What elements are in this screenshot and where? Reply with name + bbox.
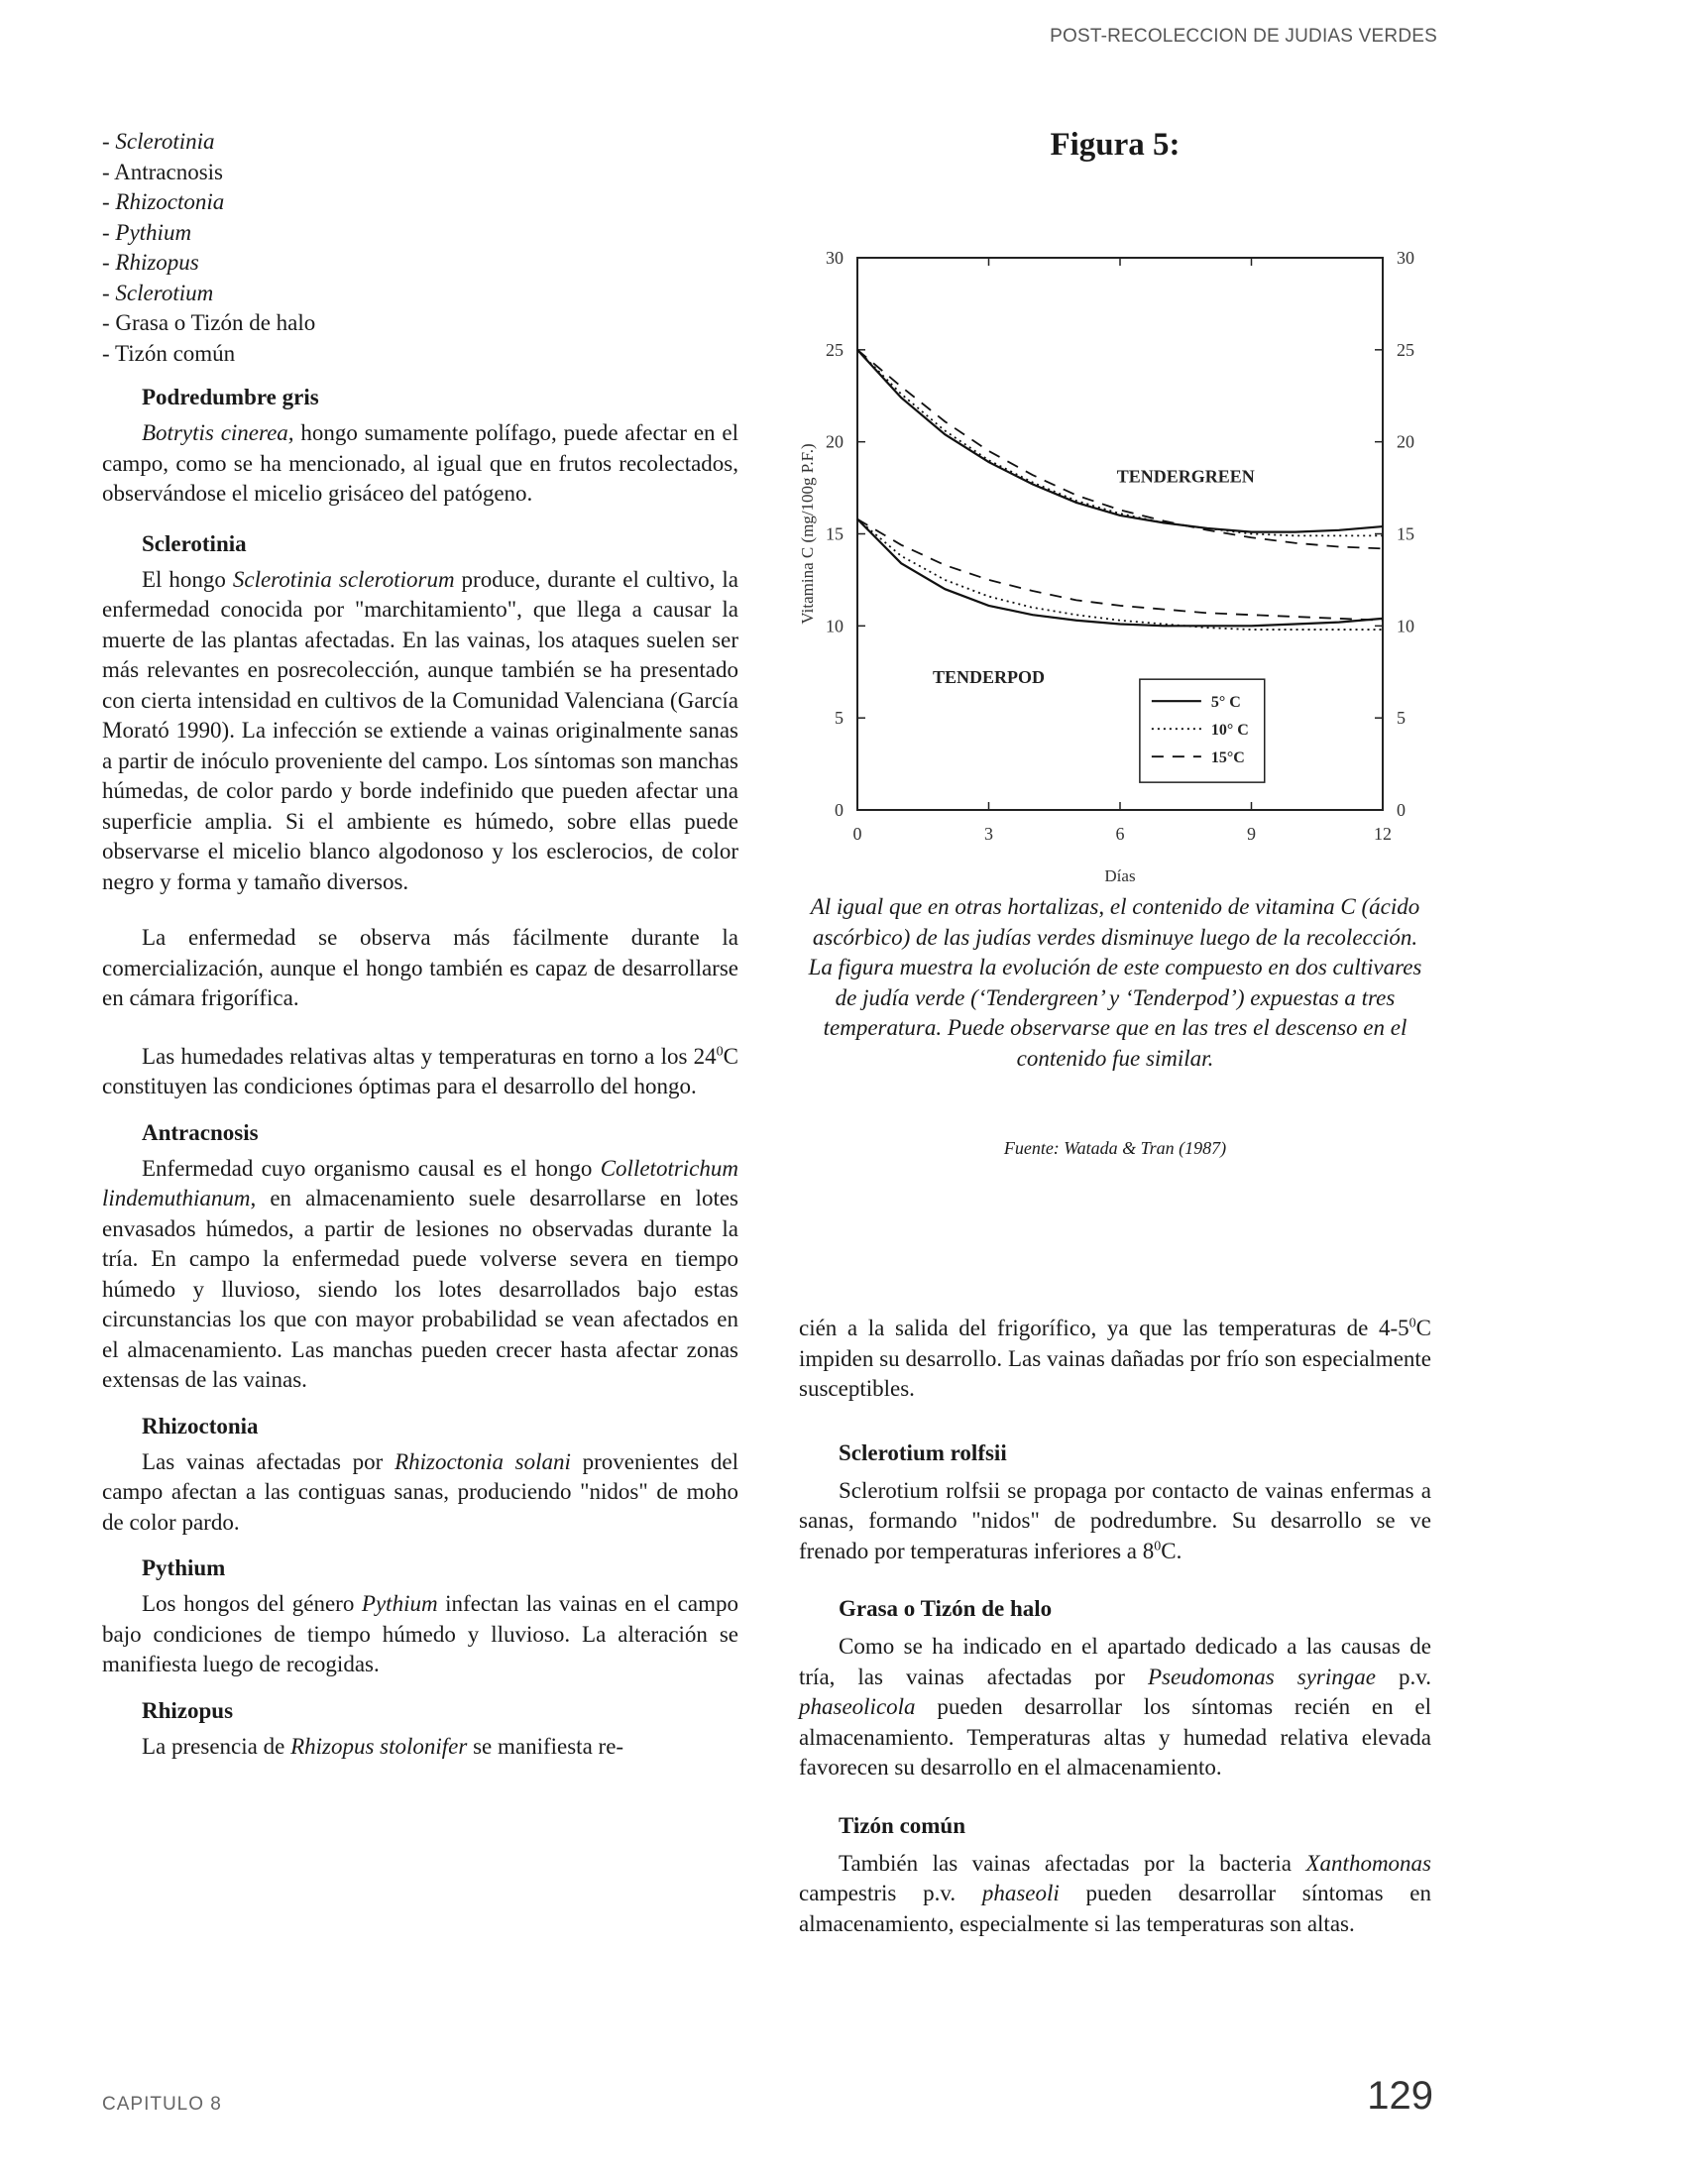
section-title-sclerotium: Sclerotium rolfsii: [839, 1439, 1007, 1465]
grasa-b: p.v.: [1375, 1664, 1431, 1689]
x-tick-label: 3: [984, 824, 993, 844]
tizon-a: También las vainas afectadas por la bacteria: [839, 1850, 1306, 1876]
footer-chapter: CAPITULO 8: [102, 2094, 222, 2115]
sclerotium-a: Sclerotium rolfsii se propaga por contacto de vainas enfermas a sanas, formando "nidos" de podredumbre. Su desarrollo se ve frenado por temperaturas inferiores a 8: [799, 1477, 1431, 1563]
disease-list-item: - Pythium: [102, 219, 192, 245]
y-tick-label-left: 25: [826, 339, 844, 360]
vitamin-c-chart: [783, 238, 1447, 892]
tizon-genus: Xanthomonas: [1305, 1850, 1431, 1876]
section-title-antracnosis: Antracnosis: [142, 1119, 259, 1145]
rhizoctonia-paragraph: [102, 1447, 738, 1539]
chart-labels: [798, 248, 1414, 885]
annotation-tendergreen: TENDERGREEN: [1116, 466, 1255, 487]
figure-caption: Al igual que en otras hortalizas, el contenido de vitamina C (ácido ascórbico) de las judías verdes disminuye luego de la recolección. La figura muestra la evolución de este compuesto en dos cultivares de judía verde (‘Tendergreen’ y ‘Tenderpod’) expuestas a tres temperatura. Puede observarse que en las tres el descenso en el contenido fue similar.: [808, 894, 1422, 1071]
rhizopus-b: se manifiesta re-: [467, 1733, 624, 1759]
right-cont-a: cién a la salida del frigorífico, ya que las temperaturas de 4-5: [799, 1316, 1409, 1340]
disease-list: [102, 127, 738, 369]
right-cont-b: C impiden su desarrollo. Las vainas dañadas por frío son especialmente susceptibles.: [799, 1316, 1431, 1401]
left-column-top: [102, 127, 738, 1762]
y-tick-label-left: 5: [835, 708, 844, 729]
y-tick-label-left: 10: [826, 616, 844, 636]
sclerotinia-paragraph-3: [102, 1042, 738, 1102]
rhizopus-species: Rhizopus stolonifer: [290, 1733, 468, 1759]
pythium-paragraph: [102, 1589, 738, 1680]
sclerotinia-p3-a: Las humedades relativas altas y temperaturas en torno a los 24: [142, 1043, 717, 1069]
plot-area-frame: [857, 258, 1383, 810]
pythium-genus: Pythium: [361, 1591, 438, 1616]
section-title-pythium: Pythium: [142, 1555, 226, 1580]
x-tick-label: 9: [1247, 824, 1256, 844]
y-tick-label-right: 0: [1397, 800, 1406, 820]
rhizoctonia-a: Las vainas afectadas por: [142, 1448, 395, 1474]
page-number: 129: [1367, 2074, 1433, 2118]
rhizoctonia-species: Rhizoctonia solani: [394, 1448, 571, 1474]
antracnosis-paragraph: [102, 1154, 738, 1396]
y-tick-label-right: 10: [1397, 616, 1414, 636]
legend-label: 5° C: [1210, 694, 1241, 712]
rhizopus-a: La presencia de: [142, 1733, 291, 1759]
series-line-0: [857, 350, 1383, 532]
disease-list-item: - Antracnosis: [102, 159, 224, 184]
pythium-b: infectan las vainas en el campo bajo condiciones de tiempo húmedo y lluvioso. La alteración se manifiesta luego de recogidas.: [102, 1591, 738, 1676]
legend-label: 15°C: [1210, 749, 1245, 767]
y-tick-label-right: 30: [1397, 248, 1414, 268]
rhizopus-paragraph: [102, 1732, 738, 1763]
sclerotinia-paragraph-1: [102, 565, 738, 898]
section-title-tizon: Tizón común: [839, 1812, 966, 1838]
pythium-a: Los hongos del género: [142, 1591, 362, 1616]
tizon-c: pueden desarrollar síntomas en almacenamiento, especialmente si las temperaturas son altas.: [799, 1881, 1431, 1936]
figure-source: Fuente: Watada & Tran (1987): [1003, 1138, 1227, 1158]
podredumbre-paragraph: [102, 418, 738, 510]
section-title-sclerotinia: Sclerotinia: [142, 530, 247, 556]
tizon-b: campestris p.v.: [799, 1881, 982, 1905]
running-header: POST-RECOLECCION DE JUDIAS VERDES: [1050, 26, 1437, 47]
sclerotinia-p3-b: C constituyen las condiciones óptimas para el desarrollo del hongo.: [102, 1043, 738, 1098]
section-title-grasa: Grasa o Tizón de halo: [839, 1596, 1053, 1621]
tizon-paragraph: [799, 1849, 1431, 1940]
degree-sup: 0: [716, 1043, 724, 1059]
figure-title: Figura 5:: [1050, 127, 1181, 163]
section-title-rhizoctonia: Rhizoctonia: [142, 1413, 259, 1438]
sclerotinia-species: Sclerotinia sclerotiorum: [232, 566, 455, 592]
podredumbre-text: hongo sumamente polífago, puede afectar en el campo, como se ha mencionado, al igual que en frutos recolectados, observándose el micelio grisáceo del patógeno.: [102, 420, 738, 506]
series-line-1: [857, 350, 1383, 536]
grasa-paragraph: [799, 1632, 1431, 1783]
y-tick-label-right: 25: [1397, 339, 1414, 360]
disease-list-item: - Rhizopus: [102, 250, 199, 275]
y-tick-label-right: 20: [1397, 431, 1414, 452]
podredumbre-species: Botrytis cinerea,: [142, 420, 294, 445]
annotation-tenderpod: TENDERPOD: [932, 666, 1046, 687]
degree-sup: 0: [1154, 1538, 1162, 1553]
series-line-5: [857, 519, 1383, 621]
right-column-bottom: [799, 1314, 1431, 1939]
y-tick-label-right: 15: [1397, 523, 1414, 544]
x-tick-label: 6: [1115, 824, 1125, 844]
y-tick-label-right: 5: [1397, 708, 1406, 729]
tizon-pathovar: phaseoli: [981, 1881, 1060, 1905]
y-tick-label-left: 15: [826, 523, 844, 544]
x-axis-label: Días: [1104, 866, 1136, 885]
sclerotinia-paragraph-2: La enfermedad se observa más fácilmente durante la comercialización, aunque el hongo también es capaz de desarrollarse en cámara frigorífica.: [102, 925, 738, 1010]
y-tick-label-left: 30: [826, 248, 844, 268]
sclerotinia-p1-b: produce, durante el cultivo, la enfermedad conocida por "marchitamiento", que llega a causar la muerte de las plantas afectadas. En las vainas, los ataques suelen ser más relevantes en posrecolección, aunque también se ha presentado con cierta intensidad en cultivos de la Comunidad Valenciana (García Morató 1990). La infección se extiende a vainas originalmente sanas a partir de inóculo proveniente del campo. Los síntomas son manchas húmedas, de color pardo y borde indefinido que pueden afectar una superficie amplia. Si el ambiente es húmedo, sobre ellas puede observarse el micelio blanco algodonoso y los esclerocios, de color negro y forma y tamaño diversos.: [102, 566, 738, 894]
disease-list-item: - Sclerotium: [102, 280, 214, 305]
rhizoctonia-b: provenientes del campo afectan a las contiguas sanas, produciendo "nidos" de moho de color pardo.: [102, 1448, 738, 1535]
grasa-pathovar: phaseolicola: [799, 1694, 916, 1719]
antracnosis-species: Colletotrichum lindemuthianum: [102, 1155, 738, 1210]
antracnosis-b: , en almacenamiento suele desarrollarse en lotes envasados húmedos, a partir de lesiones no observadas durante la tría. En campo la enfermedad puede volverse severa en tiempo húmedo y lluvioso, siendo los lotes desarrollados bajo estas circunstancias los que con mayor probabilidad se vean afectados en el almacenamiento. Las manchas pueden crecer hasta afectar zonas extensas de las vainas.: [102, 1186, 738, 1392]
chart-series: [857, 350, 1383, 630]
section-title-rhizopus: Rhizopus: [142, 1697, 234, 1723]
grasa-a: Como se ha indicado en el apartado dedicado a las causas de tría, las vainas afectadas por: [799, 1634, 1431, 1689]
sclerotinia-p1-a: El hongo: [142, 566, 233, 592]
y-tick-label-left: 20: [826, 431, 844, 452]
degree-sup: 0: [1408, 1316, 1416, 1331]
disease-list-item: - Rhizoctonia: [102, 189, 225, 214]
grasa-c: pueden desarrollar los síntomas recién en el almacenamiento. Temperaturas altas y humedad relativa elevada favorecen su desarrollo en el almacenamiento.: [799, 1694, 1431, 1780]
disease-list-item: - Sclerotinia: [102, 129, 215, 154]
antracnosis-a: Enfermedad cuyo organismo causal es el hongo: [142, 1155, 601, 1181]
sclerotium-b: C.: [1161, 1538, 1182, 1563]
series-line-2: [857, 350, 1383, 549]
chart-frame: [857, 258, 1383, 810]
disease-list-item: - Grasa o Tizón de halo: [102, 310, 316, 335]
legend-label: 10° C: [1210, 722, 1249, 740]
disease-list-item: - Tizón común: [102, 340, 236, 366]
sclerotium-paragraph: [799, 1476, 1431, 1567]
grasa-species: Pseudomonas syringae: [1147, 1664, 1376, 1689]
x-tick-label: 12: [1374, 824, 1392, 844]
y-tick-label-left: 0: [835, 800, 844, 820]
y-axis-label: Vitamina C (mg/100g P.F.): [798, 443, 817, 625]
section-title-podredumbre: Podredumbre gris: [142, 385, 319, 409]
x-tick-label: 0: [852, 824, 862, 844]
right-continuation-paragraph: [799, 1314, 1431, 1405]
